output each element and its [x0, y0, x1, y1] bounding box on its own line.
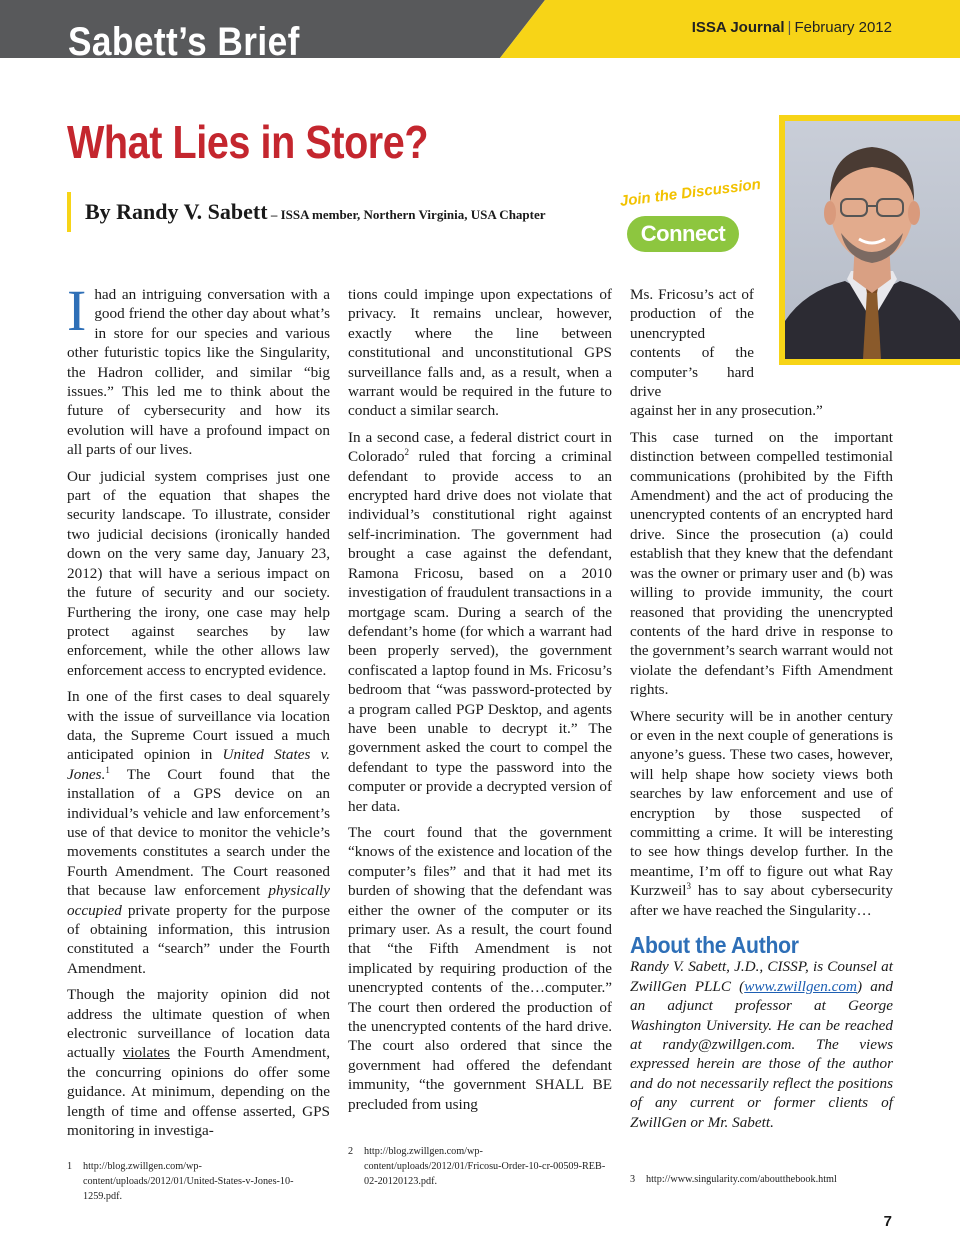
footnote-3-url[interactable]: http://www.singularity.com/aboutthebook.html: [646, 1174, 837, 1185]
about-author-body: [630, 957, 893, 1132]
byline-accent-bar: [67, 192, 71, 232]
emphasis-physically-occupied: physically occupied: [67, 882, 330, 919]
column-1: [67, 278, 330, 1147]
article-title: What Lies in Store?: [67, 116, 429, 168]
zwillgen-link[interactable]: www.zwillgen.com: [744, 977, 857, 995]
paragraph-5: tions could impinge upon expectations of privacy. It remains unclear, however, exactly where the line between constitutional and unconstitutional GPS surveillance falls and, as a result, when a warrant would be required in the future to conduct a similar search.: [348, 286, 612, 420]
journal-issue: [692, 19, 892, 36]
byline-name: By Randy V. Sabett: [85, 199, 268, 224]
paragraph-10-text-b: has to say about cybersecurity after we have reached the Singularity…: [630, 882, 893, 919]
footnote-3-number: 3: [630, 1174, 636, 1185]
paragraph-8-text-rest: against her in any prosecution.”: [630, 402, 823, 420]
paragraph-4-text-b: the Fourth Amendment, the concurring opinions do offer some guidance. At minimum, depending on the length of time and offense asserted, GPS monitoring in investiga-: [67, 1044, 330, 1140]
drop-cap: I: [67, 278, 87, 343]
paragraph-2: Our judicial system comprises just one part of the equation that shapes the security landscape. To illustrate, consider two judicial decisions (ironically handed down on the very same day, January 23, 2012) that will have a serious impact on the future of security and our society. Furthering the irony, one case may help protect against searches by law enforcement, while the other allows law enforcement access to encrypted evidence.: [67, 467, 330, 679]
paragraph-4: [67, 985, 330, 1140]
footnote-ref-2[interactable]: 2: [404, 447, 410, 458]
footnote-2: [348, 1144, 612, 1189]
page-number: 7: [883, 1213, 892, 1230]
paragraph-8: [630, 285, 893, 421]
byline: [85, 199, 546, 225]
journal-date: February 2012: [794, 19, 892, 36]
footnote-3: [630, 1172, 893, 1187]
footnote-1: [67, 1159, 330, 1204]
footnote-1-number: 1: [67, 1161, 73, 1172]
underlined-violates: violates: [122, 1044, 170, 1062]
paragraph-4-text-a: Though the majority opinion did not address the ultimate question of when electronic surveillance of location data actually: [67, 986, 330, 1062]
header-band: [0, 0, 960, 58]
column-3: [630, 285, 893, 1139]
about-text-b: ) and an adjunct professor at George Washington University. He can be reached at randy@zwillgen.com. The views expressed herein are those of the author and do not necessarily reflect the positions of any current or former clients of ZwillGen or Mr. Sabett.: [630, 977, 893, 1131]
footnote-1-url[interactable]: http://blog.zwillgen.com/wp-content/uploads/2012/01/United-States-v-Jones-10-1259.pdf.: [83, 1161, 294, 1202]
paragraph-3-text-c: private property for the purpose of obtaining information, this intrusion constituted a “search” under the Fourth Amendment.: [67, 901, 330, 977]
paragraph-9: This case turned on the important distinction between compelled testimonial communications (prohibited by the Fifth Amendment) and the act of producing the unencrypted contents of an encrypted hard drive. Since the prosecution (a) could establish that they knew that the defendant was the owner or primary user and (b) was willing to provide immunity, the court reasoned that providing the unencrypted contents of the hard drive in response to the government’s search warrant would not violate the defendant’s Fifth Amendment rights.: [630, 428, 893, 699]
about-text-a: Randy V. Sabett, J.D., CISSP, is Counsel at ZwillGen PLLC (: [630, 958, 893, 995]
paragraph-6-text-a: In a second case, a federal district court in Colorado: [348, 428, 612, 466]
about-author-heading: About the Author: [630, 932, 799, 958]
byline-affiliation: – ISSA member, Northern Virginia, USA Chapter: [267, 207, 546, 222]
paragraph-8-wrapped-text: Ms. Fricosu’s act of production of the unencrypted contents of the computer’s hard drive: [630, 286, 754, 401]
column-2: [348, 285, 612, 1121]
paragraph-1: [67, 278, 330, 460]
footnote-ref-3[interactable]: 3: [686, 881, 692, 892]
journal-separator: |: [787, 19, 792, 36]
paragraph-3-text-b: The Court found that the installation of a GPS device on an individual’s vehicle and law enforcement’s use of that device to monitor the vehicle’s movements constitutes a search under the Fourth Amendment. The Court reasoned that because law enforcement: [67, 765, 330, 900]
paragraph-6-text-b: ruled that forcing a criminal defendant to provide access to an encrypted hard drive does not violate that individual’s constitutional right against self-incrimination. The government had brought a case against the defendant, Ramona Fricosu, based on a 2010 investigation of fraudulent transactions in a mortgage scam. During a search of the defendant’s home (for which a warrant had been properly served), the government confiscated a laptop found in Ms. Fricosu’s bedroom that “was password-protected by a program called PGP Desktop, and agents have been unable to decrypt it.” The government asked the court to compel the defendant to type the password into the computer or provide a decrypted version of her data.: [348, 448, 612, 815]
footnote-2-number: 2: [348, 1146, 354, 1157]
journal-name: ISSA Journal: [691, 19, 785, 36]
paragraph-1-text: had an intriguing conversation with a good friend the other day about what’s in store for our species and various other futuristic topics like the Singularity, the Hadron collider, and similar “big issues.” This led me to think about the future of cybersecurity and how its evolution will have a profound impact on all parts of our lives.: [67, 286, 330, 459]
paragraph-10-text-a: Where security will be in another century or even in the next couple of generations is anyone’s guess. These two cases, however, will help shape how society views both searches by law enforcement and use of encryption by those suspected of committing a crime. It will be interesting to see how things develop further. In the meantime, I’m off to figure out what Ray Kurzweil: [630, 707, 893, 900]
paragraph-3-text-a: In one of the first cases to deal squarely with the issue of surveillance via location data, the Supreme Court issued a much anticipated opinion in: [67, 688, 330, 764]
paragraph-10: [630, 707, 893, 920]
section-title: Sabett’s Brief: [68, 20, 300, 58]
paragraph-7: The court found that the government “knows of the existence and location of the computer’s files” and that it had met its burden of showing that the defendant was either the owner of the computer or its primary user. As a result, the court found that “the Fifth Amendment is not implicated by requiring production of the unencrypted contents of the…computer.” The court then ordered the production of the unencrypted contents of the hard drive. The court also ordered that since the government had offered the defendant immunity, “the government SHALL BE precluded from using: [348, 823, 612, 1113]
case-name-jones: United States v. Jones.: [67, 746, 330, 783]
footnote-2-url[interactable]: http://blog.zwillgen.com/wp-content/uploads/2012/01/Fricosu-Order-10-cr-00509-REB-02-20120123.pdf.: [364, 1146, 606, 1187]
join-discussion-label[interactable]: Join the Discussion: [618, 175, 762, 210]
paragraph-3: [67, 687, 330, 978]
connect-button[interactable]: Connect: [627, 216, 739, 252]
paragraph-6: [348, 428, 612, 816]
footnote-ref-1[interactable]: 1: [105, 764, 110, 775]
